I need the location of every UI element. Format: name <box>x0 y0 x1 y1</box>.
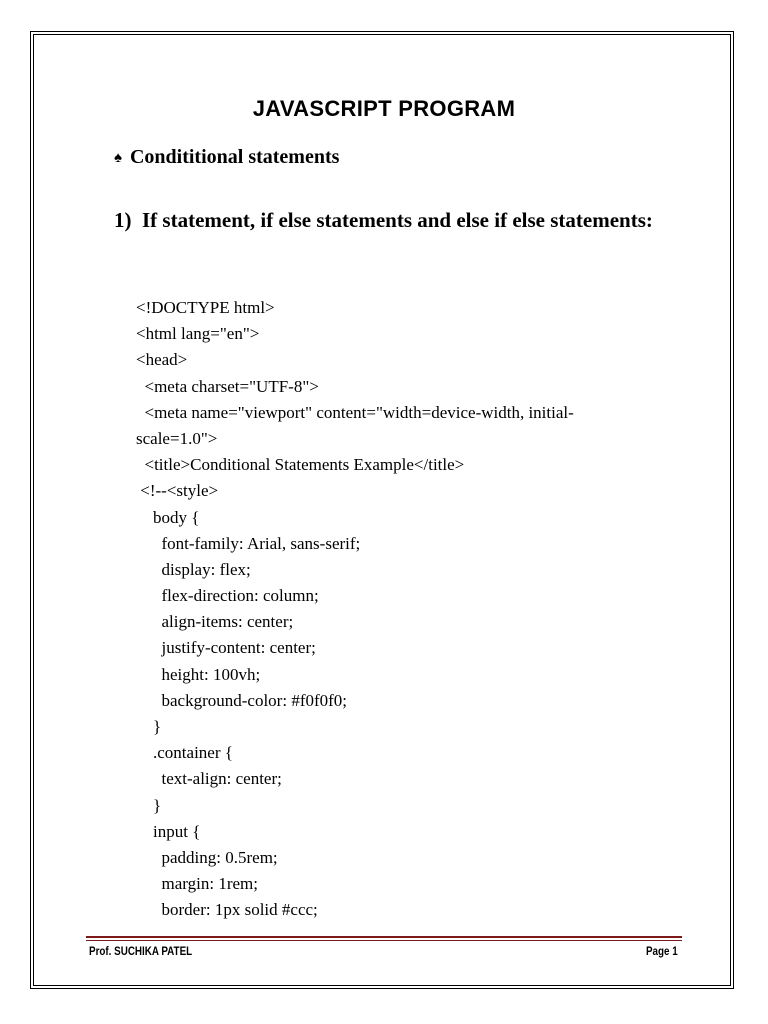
code-listing <box>136 295 696 924</box>
code-line: align-items: center; <box>136 612 294 632</box>
code-line: <title>Conditional Statements Example</title> <box>136 455 465 475</box>
code-line: <meta charset="UTF-8"> <box>136 376 319 396</box>
code-line: height: 100vh; <box>136 664 261 684</box>
document-title: JAVASCRIPT PROGRAM <box>252 96 516 121</box>
bullet-text: Condititional statements <box>129 146 340 168</box>
code-line: input { <box>136 821 201 841</box>
bullet-item <box>114 146 339 169</box>
section-heading-text: If statement, if else statements and else if else statements: <box>142 208 653 232</box>
footer-rule <box>86 940 682 941</box>
code-line: text-align: center; <box>136 769 282 789</box>
section-heading <box>114 206 674 235</box>
code-line: } <box>136 795 162 815</box>
section-number: 1) <box>114 208 132 232</box>
code-line: font-family: Arial, sans-serif; <box>136 533 361 553</box>
code-line: <!DOCTYPE html> <box>136 298 275 317</box>
footer-page-number: Page 1 <box>646 944 678 958</box>
code-line: <head> <box>136 350 188 370</box>
code-line: <!--<style> <box>136 481 219 501</box>
code-line: margin: 1rem; <box>136 874 258 894</box>
footer-rule <box>86 936 682 938</box>
code-line: <meta name="viewport" content="width=device-width, initial- <box>136 402 574 422</box>
code-line: display: flex; <box>136 559 251 579</box>
code-line: scale=1.0"> <box>136 428 218 448</box>
code-line: } <box>136 717 162 736</box>
code-line: <html lang="en"> <box>136 324 260 344</box>
footer-author: Prof. SUCHIKA PATEL <box>89 944 193 958</box>
code-line: body { <box>136 507 200 527</box>
code-line: padding: 0.5rem; <box>136 847 278 867</box>
code-line: .container { <box>136 743 233 763</box>
spade-bullet-icon: ♠ <box>114 150 122 166</box>
code-line: flex-direction: column; <box>136 586 319 606</box>
code-line: border: 1px solid #ccc; <box>136 900 318 920</box>
code-line: background-color: #f0f0f0; <box>136 690 348 710</box>
code-line: justify-content: center; <box>136 638 316 658</box>
